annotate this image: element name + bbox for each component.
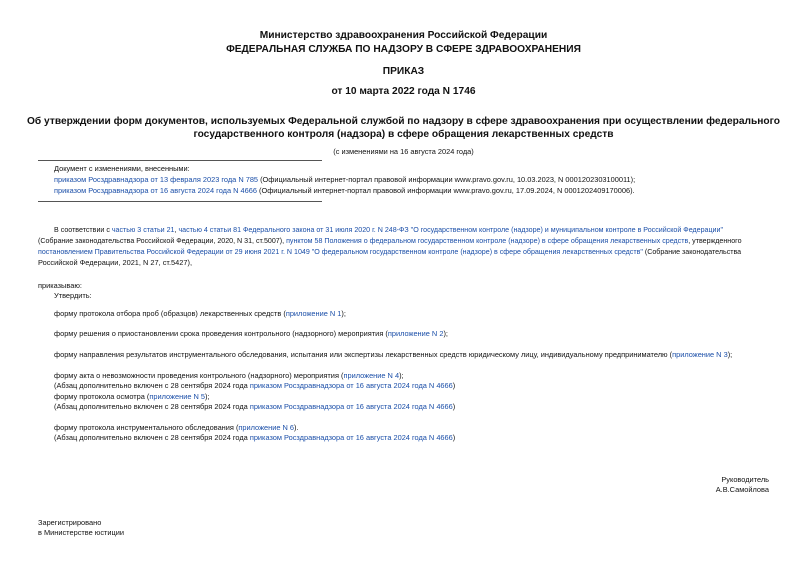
change-item-1: приказом Росздравнадзора от 13 февраля 2023 года N 785 (Официальный интернет-портал правовой информации www.pravo.gov.ru, 10.03.2023, N 0001202303100011); bbox=[54, 175, 636, 184]
form-item-2: форму решения о приостановлении срока проведения контрольного (надзорного) мероприятия (приложение N 2); bbox=[54, 329, 448, 338]
changes-label: Документ с изменениями, внесенными: bbox=[54, 164, 190, 173]
revision-note: (с изменениями на 16 августа 2024 года) bbox=[333, 147, 474, 156]
preamble-line3: постановлением Правительства Российской Федерации от 29 июня 2021 г. N 1049 "О федеральном государственном контроле (надзоре) в сфере обращения лекарственных средств" (Собрание законодательства bbox=[38, 248, 742, 256]
form-item-1: форму протокола отбора проб (образцов) лекарственных средств (приложение N 1); bbox=[54, 309, 346, 318]
link-federal-law-248[interactable]: частью 4 статьи 81 Федерального закона от 31 июля 2020 г. N 248-ФЗ "О государственном контроле (надзоре) и муниципальном контроле в Российской Федерации" bbox=[178, 226, 723, 234]
approve-word: Утвердить: bbox=[54, 291, 92, 300]
amendment-note-3: (Абзац дополнительно включен с 28 сентября 2024 года приказом Росздравнадзора от 16 августа 2024 года N 4666) bbox=[54, 433, 456, 442]
preamble-line1: В соответствии с частью 3 статьи 21, частью 4 статьи 81 Федерального закона от 31 июля 2020 г. N 248-ФЗ "О государственном контроле (надзоре) и муниципальном контроле в Российской Федерации" bbox=[54, 226, 723, 234]
divider-bottom bbox=[38, 201, 322, 202]
doc-title-line2: государственного контроля (надзора) в сфере обращения лекарственных средств bbox=[193, 129, 614, 140]
divider-top bbox=[38, 160, 322, 161]
link-part3-art21[interactable]: частью 3 статьи 21 bbox=[111, 226, 175, 234]
ministry-name: Министерство здравоохранения Российской Федерации bbox=[259, 30, 548, 41]
form-item-5: форму протокола осмотра (приложение N 5); bbox=[54, 392, 210, 401]
doc-type: ПРИКАЗ bbox=[382, 66, 425, 77]
signature-name: А.В.Самойлова bbox=[715, 485, 769, 494]
amendment-note-1: (Абзац дополнительно включен с 28 сентября 2024 года приказом Росздравнадзора от 16 августа 2024 года N 4666) bbox=[54, 381, 456, 390]
order-word: приказываю: bbox=[38, 281, 82, 290]
appendix-link-5[interactable]: приложение N 5 bbox=[149, 392, 205, 401]
form-item-6: форму протокола инструментального обследования (приложение N 6). bbox=[54, 423, 299, 432]
change-item-2: приказом Росздравнадзора от 16 августа 2024 года N 4666 (Официальный интернет-портал правовой информации www.pravo.gov.ru, 17.09.2024, N 0001202409170006). bbox=[54, 186, 635, 195]
change-link-1[interactable]: приказом Росздравнадзора от 13 февраля 2023 года N 785 bbox=[54, 175, 259, 184]
appendix-link-3[interactable]: приложение N 3 bbox=[672, 350, 728, 359]
appendix-link-6[interactable]: приложение N 6 bbox=[238, 423, 295, 432]
signature-role: Руководитель bbox=[721, 475, 769, 484]
form-item-3: форму направления результатов инструментального обследования, испытания или экспертизы лекарственных средств юридическому лицу, индивидуальному предпринимателю (приложение N 3); bbox=[54, 350, 733, 359]
appendix-link-2[interactable]: приложение N 2 bbox=[387, 329, 444, 338]
change-link-2[interactable]: приказом Росздравнадзора от 16 августа 2024 года N 4666 bbox=[54, 186, 257, 195]
appendix-link-4[interactable]: приложение N 4 bbox=[343, 371, 400, 380]
registration-line1: Зарегистрировано bbox=[38, 518, 102, 527]
amendment-note-2: (Абзац дополнительно включен с 28 сентября 2024 года приказом Росздравнадзора от 16 августа 2024 года N 4666) bbox=[54, 402, 456, 411]
registration-line2: в Министерстве юстиции bbox=[38, 528, 125, 537]
amendment-link-1[interactable]: приказом Росздравнадзора от 16 августа 2024 года N 4666 bbox=[249, 381, 453, 390]
link-government-decree-1049[interactable]: постановлением Правительства Российской Федерации от 29 июня 2021 г. N 1049 "О федеральном государственном контроле (надзоре) в сфере обращения лекарственных средств" bbox=[38, 248, 643, 256]
service-name: ФЕДЕРАЛЬНАЯ СЛУЖБА ПО НАДЗОРУ В СФЕРЕ ЗДРАВООХРАНЕНИЯ bbox=[226, 44, 581, 55]
appendix-link-1[interactable]: приложение N 1 bbox=[285, 309, 342, 318]
preamble-line2: (Собрание законодательства Российской Федерации, 2020, N 31, ст.5007), пунктом 58 Положения о федеральном государственном контроле (надзоре) в сфере обращения лекарственных средств, утвержденного bbox=[38, 237, 742, 245]
doc-title-line1: Об утверждении форм документов, используемых Федеральной службой по надзору в сфере здравоохранения при осуществлении федерального bbox=[27, 116, 780, 127]
amendment-link-3[interactable]: приказом Росздравнадзора от 16 августа 2024 года N 4666 bbox=[249, 433, 453, 442]
amendment-link-2[interactable]: приказом Росздравнадзора от 16 августа 2024 года N 4666 bbox=[249, 402, 453, 411]
doc-date-number: от 10 марта 2022 года N 1746 bbox=[331, 86, 476, 97]
preamble-line4: Российской Федерации, 2021, N 27, ст.5427), bbox=[38, 258, 193, 267]
link-regulation-p58[interactable]: пунктом 58 Положения о федеральном государственном контроле (надзоре) в сфере обращения лекарственных средств bbox=[286, 237, 689, 245]
form-item-4: форму акта о невозможности проведения контрольного (надзорного) мероприятия (приложение N 4); bbox=[54, 371, 404, 380]
